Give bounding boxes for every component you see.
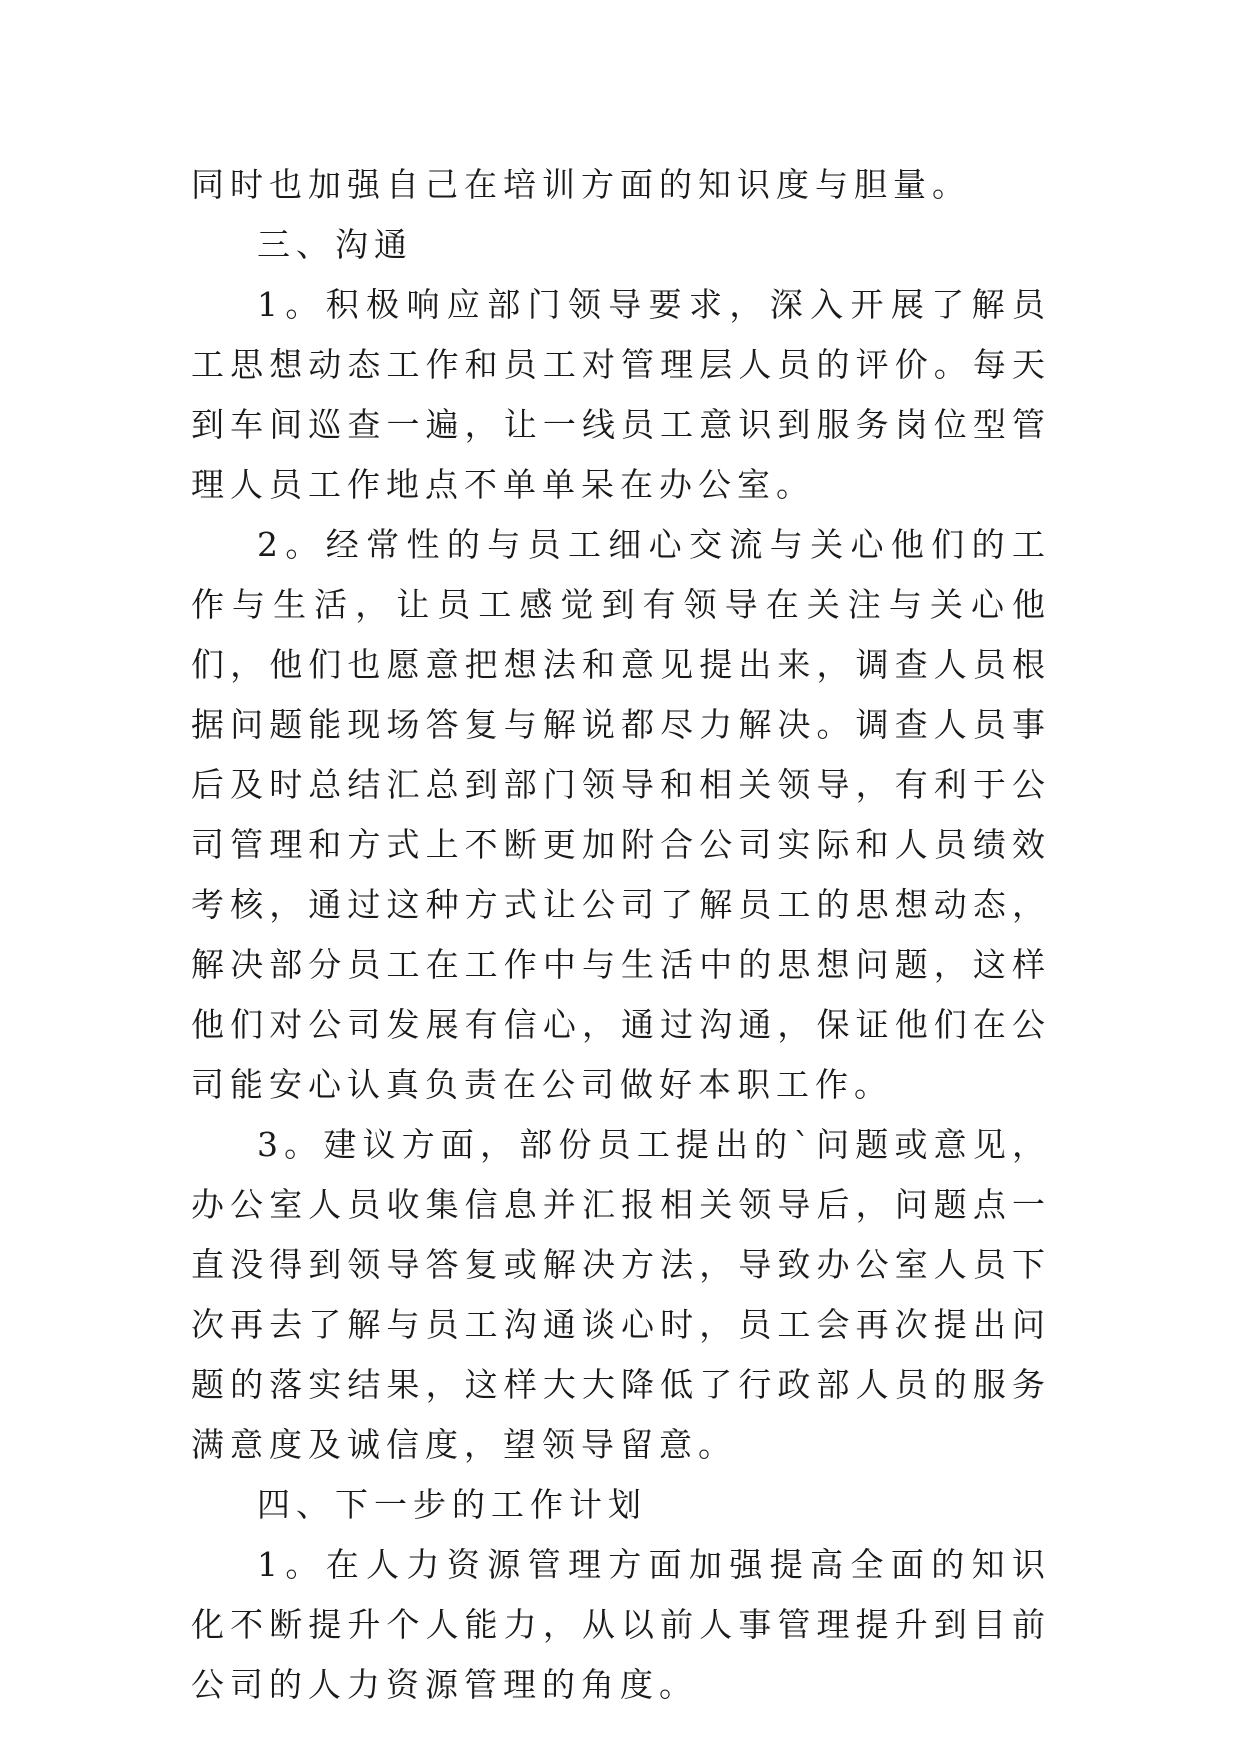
paragraph-item-1: 1。积极响应部门领导要求，深入开展了解员工思想动态工作和员工对管理层人员的评价。每天到车间巡查一遍，让一线员工意识到服务岗位型管理人员工作地点不单单呆在办公室。 <box>191 285 1051 504</box>
section-heading-communication: 三、沟通 <box>257 225 413 264</box>
section-heading-next-plan: 四、下一步的工作计划 <box>257 1485 647 1524</box>
document-body <box>191 155 1051 1715</box>
paragraph-plan-item-1: 1。在人力资源管理方面加强提高全面的知识化不断提升个人能力，从以前人事管理提升到目前公司的人力资源管理的角度。 <box>191 1545 1051 1704</box>
paragraph-item-2: 2。经常性的与员工细心交流与关心他们的工作与生活，让员工感觉到有领导在关注与关心他们，他们也愿意把想法和意见提出来，调查人员根据问题能现场答复与解说都尽力解决。调查人员事后及时总结汇总到部门领导和相关领导，有利于公司管理和方式上不断更加附合公司实际和人员绩效考核，通过这种方式让公司了解员工的思想动态，解决部分员工在工作中与生活中的思想问题，这样他们对公司发展有信心，通过沟通，保证他们在公司能安心认真负责在公司做好本职工作。 <box>191 525 1051 1104</box>
paragraph-item-3: 3。建议方面，部份员工提出的`问题或意见，办公室人员收集信息并汇报相关领导后，问题点一直没得到领导答复或解决方法，导致办公室人员下次再去了解与员工沟通谈心时，员工会再次提出问题的落实结果，这样大大降低了行政部人员的服务满意度及诚信度，望领导留意。 <box>191 1125 1051 1464</box>
paragraph-continuation: 同时也加强自己在培训方面的知识度与胆量。 <box>191 165 971 204</box>
